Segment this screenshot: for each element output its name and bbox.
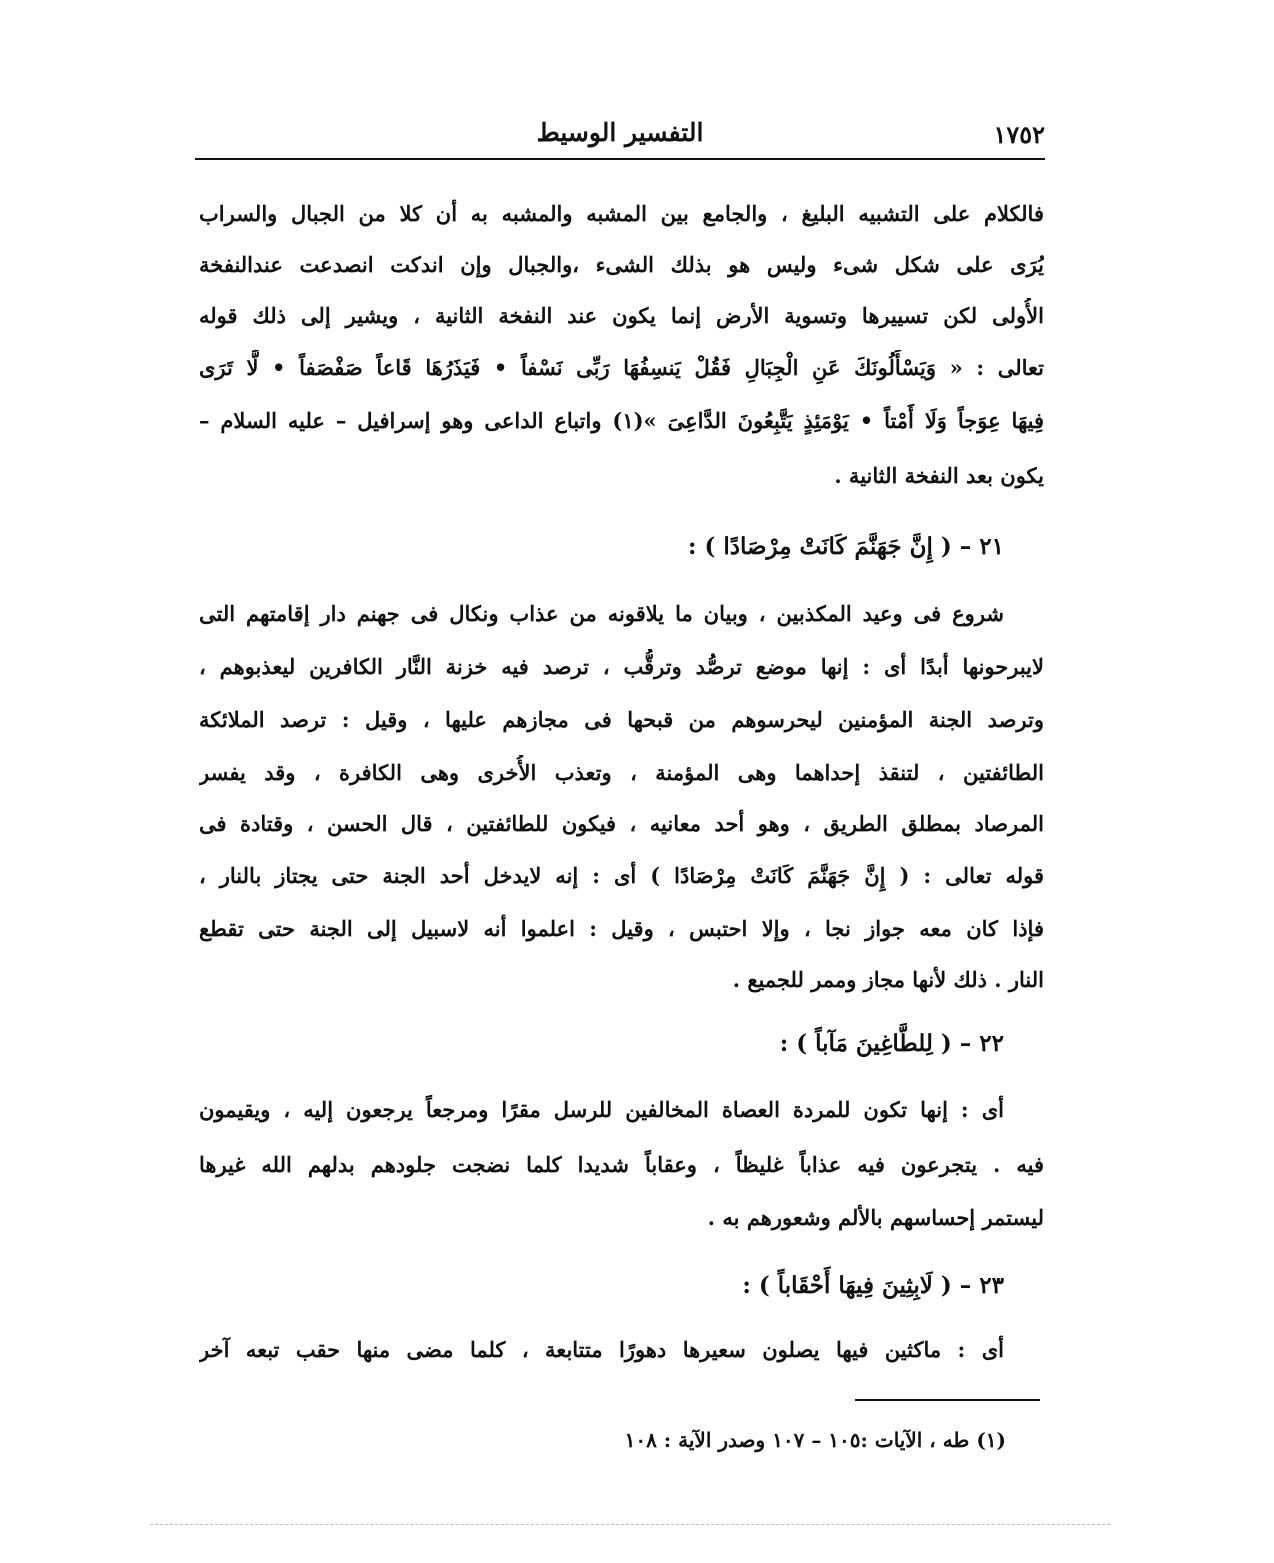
text-line: أى : ماكثين فيها يصلون سعيرها دهورًا متتابعة ، كلما مضى منها حقب تبعه آخر (199, 1337, 1004, 1362)
footnote-rule (855, 1399, 1040, 1401)
verse-heading-23: ٢٣ – ( لَابِثِينَ فِيهَا أَحْقَاباً ) : (742, 1272, 1004, 1299)
verse-heading-21: ٢١ – ( إِنَّ جَهَنَّمَ كَانَتْ مِرْصَادًا ) : (687, 533, 1004, 560)
running-title: التفسير الوسيط (536, 118, 704, 147)
text-line: يُرَى على شكل شىء وليس هو بذلك الشىء ،والجبال وإن اندكت انصدعت عندالنفخة (199, 252, 1044, 277)
text-line: المرصاد بمطلق الطريق ، وهو أحد معانيه ، فيكون للطائفتين ، قال الحسن ، وقتادة فى (199, 811, 1044, 836)
page-header (195, 118, 1045, 154)
verse-heading-22: ٢٢ – ( لِلطَّاغِينَ مَآباً ) : (779, 1030, 1004, 1057)
scan-edge-line (150, 1524, 1110, 1525)
text-line: ليستمر إحساسهم بالألم وشعورهم به . (707, 1205, 1044, 1230)
text-line: الأُولى لكن تسييرها وتسوية الأرض إنما يكون عند النفخة الثانية ، ويشير إلى ذلك قوله (199, 303, 1044, 328)
page-number: ١٧٥٢ (993, 120, 1045, 149)
text-line: أى : إنها تكون للمردة العصاة المخالفين للرسل مقرًا ومرجعاً يرجعون إليه ، ويقيمون (199, 1097, 1004, 1122)
text-line: شروع فى وعيد المكذبين ، وبيان ما يلاقونه من عذاب ونكال فى جهنم دار إقامتهم التى (199, 601, 1004, 626)
text-line: فِيهَا عِوَجاً وَلَا أَمْتاً • يَوْمَئِذٍ يَتَّبِعُونَ الدَّاعِىَ »(١) واتباع الداعى وهو إسرافيل – عليه السلام – (199, 408, 1044, 433)
text-line: الطائفتين ، لتنقذ إحداهما وهى المؤمنة ، وتعذب الأُخرى وهى الكافرة ، وقد يفسر (199, 760, 1044, 785)
text-line: فيه . يتجرعون فيه عذاباً غليظاً ، وعقاباً شديدا كلما نضجت جلودهم بدلهم الله غيرها (199, 1152, 1044, 1177)
footnote: (١) طه ، الآيات :١٠٥ – ١٠٧ وصدر الآية : ١٠٨ (624, 1428, 1006, 1452)
text-line: فإذا كان معه جواز نجا ، وإلا احتبس ، وقيل : اعلموا أنه لاسبيل إلى الجنة حتى تقطع (199, 916, 1044, 941)
text-line: يكون بعد النفخة الثانية . (834, 463, 1044, 488)
header-rule (195, 158, 1045, 160)
text-line: تعالى : « وَيَسْأَلُونَكَ عَنِ الْجِبَالِ فَقُلْ يَنسِفُهَا رَبِّى نَسْفاً • فَيَذَرُهَا قَاعاً صَفْصَفاً • لَّا تَرَى (199, 355, 1044, 380)
text-line: لايبرحونها أبدًا أى : إنها موضع ترصُّد وترقُّب ، ترصد فيه خزنة النَّار الكافرين ليعذبوهم ، (199, 654, 1044, 679)
text-line: وترصد الجنة المؤمنين ليحرسوهم من قبحها فى مجازهم عليها ، وقيل : ترصد الملائكة (199, 707, 1044, 732)
text-line: فالكلام على التشبيه البليغ ، والجامع بين المشبه والمشبه به أن كلا من الجبال والسراب (199, 201, 1044, 226)
text-line: النار . ذلك لأنها مجاز وممر للجميع . (732, 967, 1044, 992)
text-line: قوله تعالى : ( إِنَّ جَهَنَّمَ كَانَتْ مِرْصَادًا ) أى : إنه لايدخل أحد الجنة حتى يجتاز بالنار ، (199, 863, 1044, 888)
